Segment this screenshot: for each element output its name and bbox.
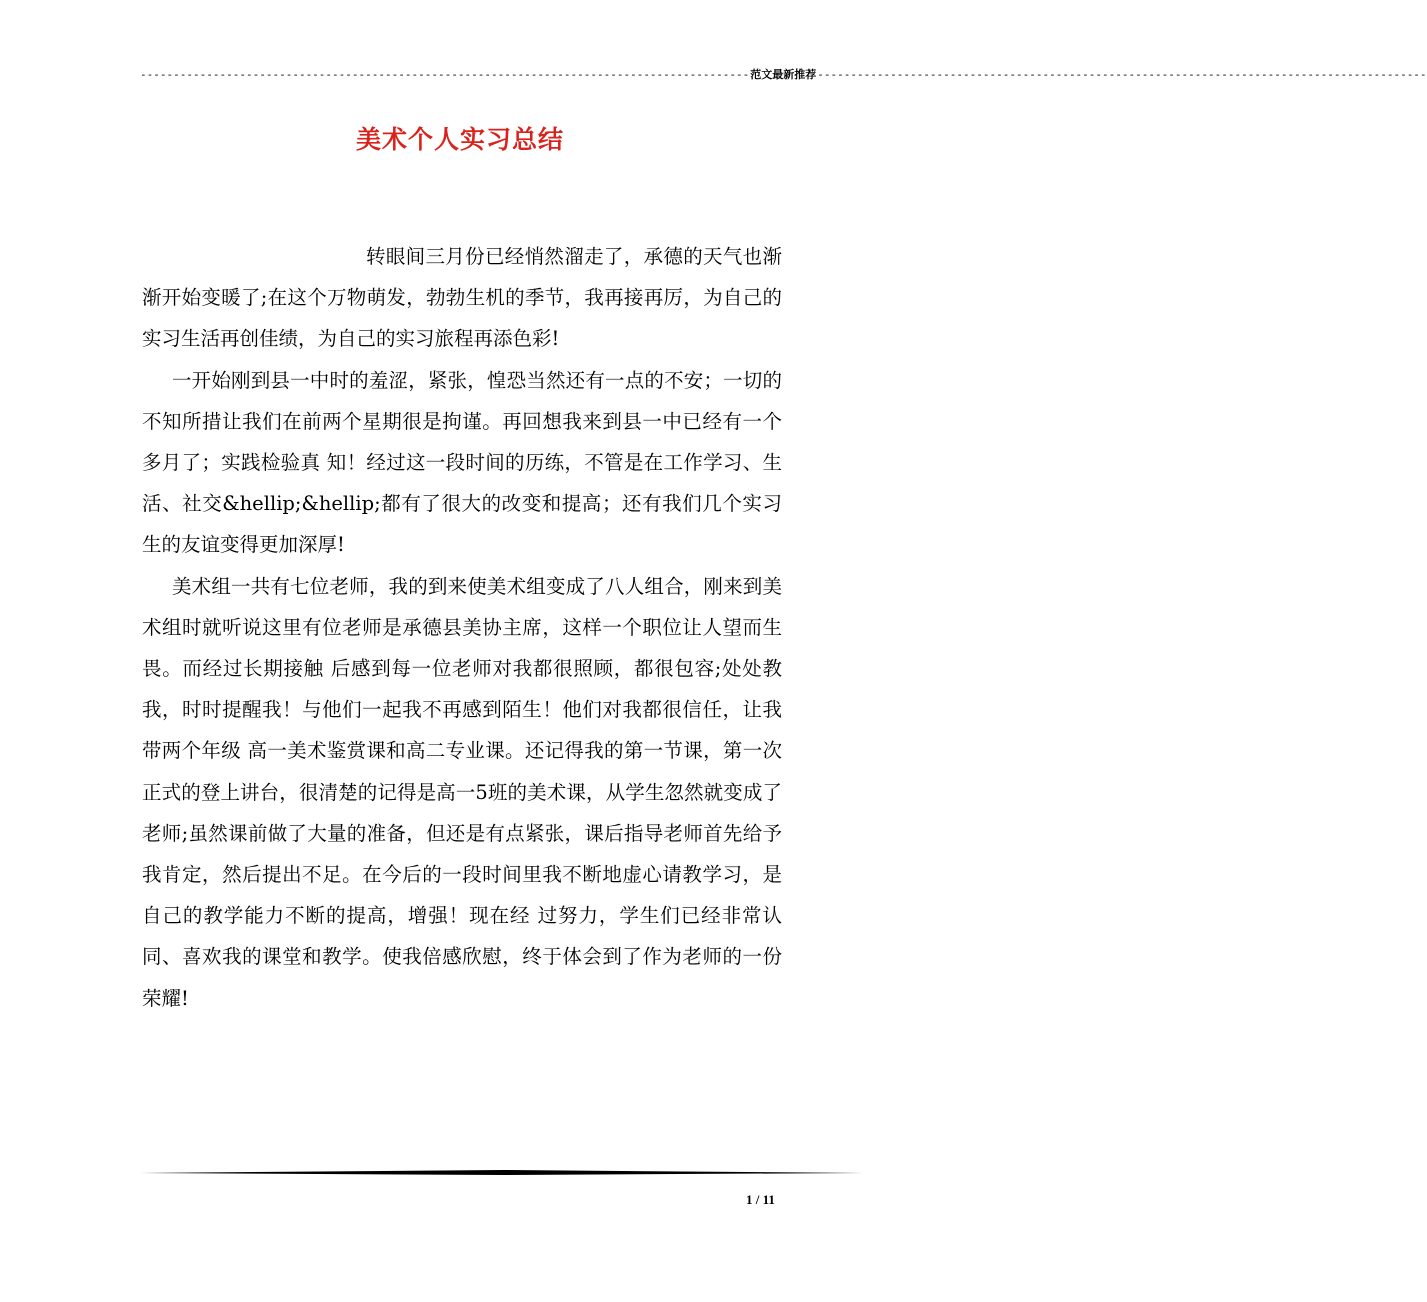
header-dashes-left: -------------------------------------------------------------------------------------------- [140,68,750,81]
header-label: 范文最新推荐 [750,68,817,81]
paragraph-3: 美术组一共有七位老师，我的到来使美术组变成了八人组合，刚来到美术组时就听说这里有位老师是承德县美协主席，这样一个职位让人望而生畏。而经过长期接触 后感到每一位老师对我都很照顾，都很包容;处处教我，时时提醒我！与他们一起我不再感到陌生！他们对我都很信任，让我带两个年级 高一美术鉴赏课和高二专业课。还记得我的第一节课，第一次正式的登上讲台，很清楚的记得是高一5班的美术课，从学生忽然就变成了老师;虽然课前做了大量的准备，但还是有点紧张，课后指导老师首先给予我肯定，然后提出不足。在今后的一段时间里我不断地虚心请教学习，是自己的教学能力不断的提高，增强！现在经 过努力，学生们已经非常认同、喜欢我的课堂和教学。使我倍感欣慰，终于体会到了作为老师的一份荣耀! [142,574,782,1010]
paragraph-1: 转眼间三月份已经悄然溜走了，承德的天气也渐渐开始变暖了;在这个万物萌发，勃勃生机的季节，我再接再厉，为自己的实习生活再创佳绩，为自己的实习旅程再添色彩! [142,245,782,351]
document-body [142,236,782,1019]
paragraph-2: 一开始刚到县一中时的羞涩，紧张，惶恐当然还有一点的不安；一切的不知所措让我们在前两个星期很是拘谨。再回想我来到县一中已经有一个多月了；实践检验真 知！经过这一段时间的历练，不管是在工作学习、生活、社交&hellip;&hellip;都有了很大的改变和提高；还有我们几个实习生的友谊变得更加深厚! [142,368,782,557]
document-title: 美术个人实习总结 [355,125,564,154]
page-number: 1 / 11 [746,1192,775,1207]
header-dashes-right: -------------------------------------------------------------------------------------------- [817,68,1427,81]
header-banner [140,68,1427,82]
footer-divider [140,1170,864,1175]
